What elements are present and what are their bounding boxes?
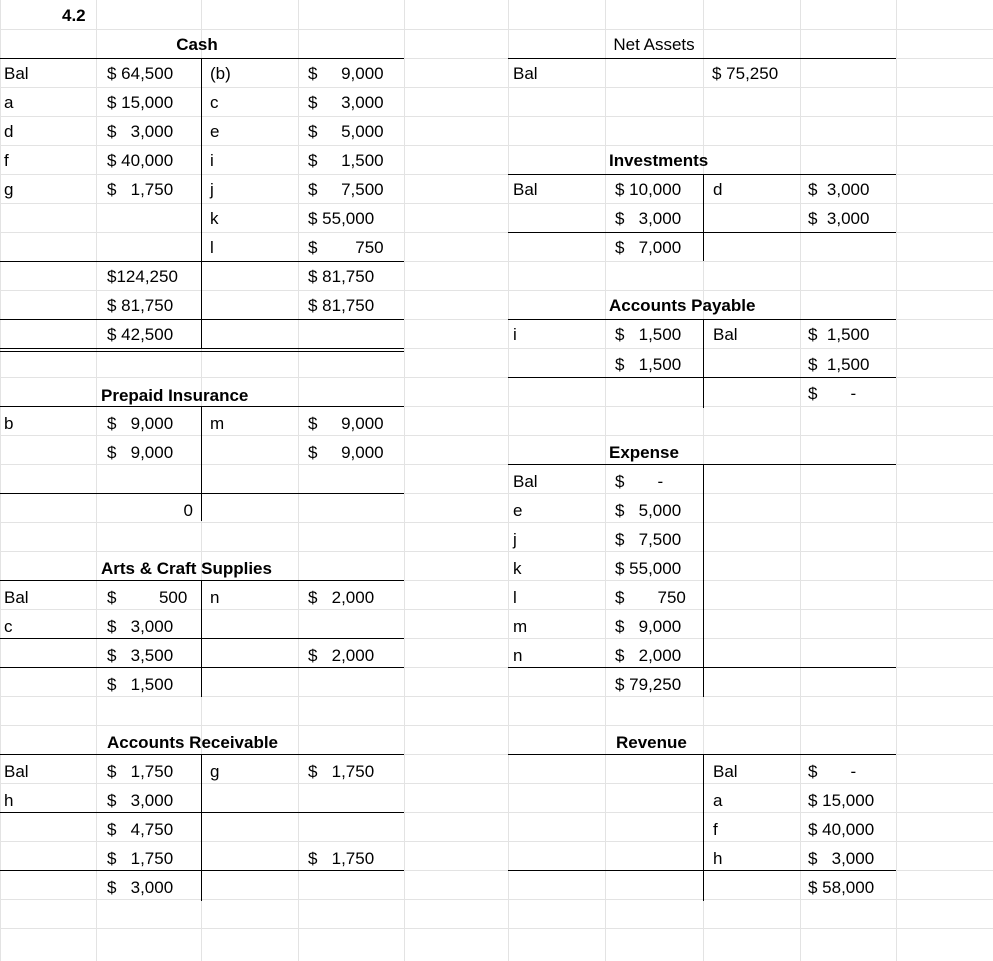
cash-top-rule [0, 58, 404, 59]
cash-credit: $ 1,500 [308, 151, 384, 170]
ap-total-rule [508, 377, 896, 378]
ap-balance: $ - [808, 384, 857, 403]
cash-credit-ref: j [210, 180, 214, 199]
investments-ref: Bal [513, 180, 538, 199]
expense-ref: m [513, 617, 528, 636]
expense-ref: Bal [513, 472, 538, 491]
ap-sub-debit: $ 1,500 [615, 355, 682, 374]
prepaid-sub-credit: $ 9,000 [308, 443, 384, 462]
expense-top-rule [508, 464, 896, 465]
ar-t-divider [201, 755, 202, 901]
investments-credit-ref: d [713, 180, 723, 199]
cash-ref: a [4, 93, 14, 112]
cash-title: Cash [176, 35, 218, 54]
ar-credit-ref: g [210, 762, 220, 781]
expense-debit: $ 750 [615, 588, 686, 607]
arts-ref: Bal [4, 588, 29, 607]
ar-subtotal-rule [0, 870, 404, 871]
ap-debit: $ 1,500 [615, 325, 682, 344]
revenue-credit-ref: h [713, 849, 723, 868]
prepaid-ref: b [4, 414, 14, 433]
cash-credit-ref: l [210, 238, 214, 257]
cash-credit: $ 9,000 [308, 64, 384, 83]
ap-sub-credit: $ 1,500 [808, 355, 870, 374]
revenue-credit: $ 15,000 [808, 791, 875, 810]
arts-total-rule [0, 638, 404, 639]
cash-total-rule [0, 261, 404, 262]
cash-credit-ref: i [210, 151, 214, 170]
prepaid-t-divider [201, 407, 202, 521]
net-assets-ref: Bal [513, 64, 538, 83]
ap-top-rule [508, 319, 896, 320]
revenue-credit: $ 3,000 [808, 849, 875, 868]
prepaid-total-rule [0, 493, 404, 494]
net-assets-credit: $ 75,250 [712, 64, 779, 83]
ar-top-rule [0, 754, 404, 755]
cash-credit-ref: (b) [210, 64, 231, 83]
ar-less-credit: $ 1,750 [308, 849, 375, 868]
revenue-credit: $ 40,000 [808, 820, 875, 839]
revenue-title: Revenue [616, 733, 687, 752]
expense-t-divider [703, 465, 704, 697]
ar-total-rule [0, 812, 404, 813]
ap-t-divider [703, 320, 704, 408]
prepaid-sub-debit: $ 9,000 [107, 443, 174, 462]
expense-debit: $ 7,500 [615, 530, 682, 549]
cash-ref: g [4, 180, 14, 199]
revenue-credit-ref: f [713, 820, 718, 839]
cash-debit: $ 1,750 [107, 180, 174, 199]
cash-debit: $ 40,000 [107, 151, 174, 170]
ar-ref: Bal [4, 762, 29, 781]
arts-title: Arts & Craft Supplies [101, 559, 272, 578]
expense-ref: e [513, 501, 523, 520]
expense-debit: $ 55,000 [615, 559, 682, 578]
revenue-credit-ref: Bal [713, 762, 738, 781]
ar-title: Accounts Receivable [107, 733, 279, 752]
arts-debit: $ 500 [107, 588, 188, 607]
prepaid-title: Prepaid Insurance [101, 386, 249, 405]
prepaid-credit-ref: m [210, 414, 225, 433]
cash-total-debit: $124,250 [107, 267, 178, 286]
ar-credit: $ 1,750 [308, 762, 375, 781]
ap-credit-ref: Bal [713, 325, 738, 344]
cash-t-divider [201, 59, 202, 349]
ap-credit: $ 1,500 [808, 325, 870, 344]
cash-ref: Bal [4, 64, 29, 83]
cash-ref: f [4, 151, 9, 170]
cash-credit: $ 750 [308, 238, 384, 257]
cash-credit-ref: c [210, 93, 219, 112]
revenue-t-divider [703, 755, 704, 901]
arts-credit: $ 2,000 [308, 588, 375, 607]
cash-subtotal-rule [0, 319, 404, 320]
investments-less-debit: $ 3,000 [615, 209, 682, 228]
cash-debit: $ 15,000 [107, 93, 174, 112]
revenue-top-rule [508, 754, 896, 755]
investments-credit: $ 3,000 [808, 180, 870, 199]
net-assets-title: Net Assets [613, 35, 695, 54]
expense-ref: k [513, 559, 522, 578]
arts-debit: $ 3,000 [107, 617, 174, 636]
arts-balance: $ 1,500 [107, 675, 174, 694]
investments-t-divider [703, 175, 704, 261]
expense-ref: j [513, 530, 517, 549]
ap-ref: i [513, 325, 517, 344]
arts-subtotal-rule [0, 667, 404, 668]
ap-title: Accounts Payable [609, 296, 756, 315]
cash-credit: $ 55,000 [308, 209, 375, 228]
prepaid-top-rule [0, 406, 404, 407]
expense-debit: $ 5,000 [615, 501, 682, 520]
cash-credit-ref: e [210, 122, 220, 141]
net-assets-top-rule [508, 58, 896, 59]
cash-credit: $ 7,500 [308, 180, 384, 199]
cash-balance: $ 42,500 [107, 325, 174, 344]
arts-total-credit: $ 2,000 [308, 646, 375, 665]
ar-debit: $ 3,000 [107, 791, 174, 810]
prepaid-balance: 0 [183, 501, 193, 520]
expense-title: Expense [609, 443, 679, 462]
ar-debit: $ 1,750 [107, 762, 174, 781]
investments-total-rule [508, 232, 896, 233]
cash-credit-ref: k [210, 209, 219, 228]
cash-less-debit: $ 81,750 [107, 296, 174, 315]
revenue-balance: $ 58,000 [808, 878, 875, 897]
ar-less-debit: $ 1,750 [107, 849, 174, 868]
cash-debit: $ 64,500 [107, 64, 174, 83]
investments-less-credit: $ 3,000 [808, 209, 870, 228]
arts-credit-ref: n [210, 588, 220, 607]
expense-ref: n [513, 646, 523, 665]
revenue-credit: $ - [808, 762, 857, 781]
revenue-credit-ref: a [713, 791, 723, 810]
expense-ref: l [513, 588, 517, 607]
arts-ref: c [4, 617, 13, 636]
expense-debit: $ 9,000 [615, 617, 682, 636]
cash-credit: $ 3,000 [308, 93, 384, 112]
arts-top-rule [0, 580, 404, 581]
investments-top-rule [508, 174, 896, 175]
ar-balance: $ 3,000 [107, 878, 174, 897]
expense-debit: $ 2,000 [615, 646, 682, 665]
cash-credit: $ 5,000 [308, 122, 384, 141]
prepaid-debit: $ 9,000 [107, 414, 174, 433]
sheet-title: 4.2 [62, 6, 86, 25]
cash-total-credit: $ 81,750 [308, 267, 375, 286]
revenue-total-rule [508, 870, 896, 871]
investments-debit: $ 10,000 [615, 180, 682, 199]
expense-debit: $ - [615, 472, 664, 491]
cash-double-rule-1 [0, 348, 404, 349]
cash-ref: d [4, 122, 14, 141]
investments-title: Investments [609, 151, 709, 170]
investments-balance: $ 7,000 [615, 238, 682, 257]
expense-total-rule [508, 667, 896, 668]
arts-t-divider [201, 581, 202, 697]
ar-ref: h [4, 791, 14, 810]
arts-total-debit: $ 3,500 [107, 646, 174, 665]
expense-balance: $ 79,250 [615, 675, 682, 694]
cash-double-rule-2 [0, 351, 404, 352]
cash-less-credit: $ 81,750 [308, 296, 375, 315]
cash-debit: $ 3,000 [107, 122, 174, 141]
ar-total-debit: $ 4,750 [107, 820, 174, 839]
prepaid-credit: $ 9,000 [308, 414, 384, 433]
